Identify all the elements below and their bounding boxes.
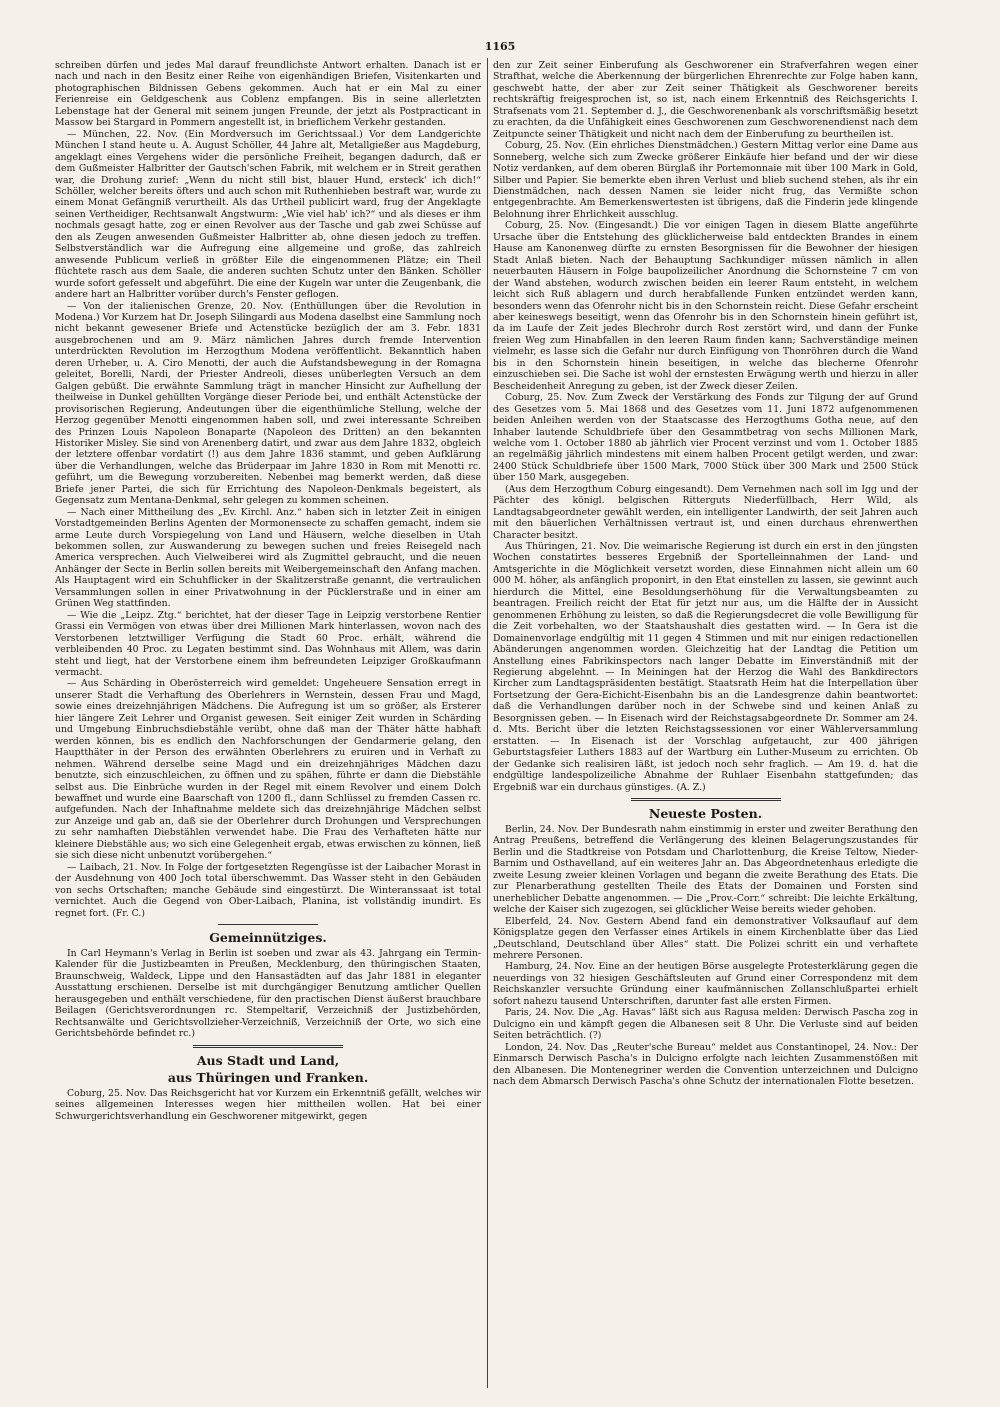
article-heymann: In Carl Heymann's Verlag in Berlin ist soeben und zwar als 43. Jahrgang ein Termin-Kalender für die Justizbeamten in Preußen, Mecklenburg, den thüringischen Staaten, Braunschweig, Waldeck, Lippe und den Hansastädten auf das Jahr 1881 in eleganter Ausstattung erschienen. Derselbe ist mit durchgängiger Benutzung amtlicher Quellen herausgegeben und enthält verschiedene, für den practischen Dienst äußerst brauchbare Beilagen (Gerichtsverordnungen rc. Stempeltarif, Verzeichniß der Justizbehörden, Rechtsanwälte und Gerichtsvollzieher-Verzeichniß, Verzeichniß der Orte, wo sich eine Gerichtsbehörde befindet rc.)	[55, 947, 481, 1040]
article-laibach: — Laibach, 21. Nov. In Folge der fortgesetzten Regengüsse ist der Laibacher Morast in der Ausdehnung von 400 Joch total überschwemmt. Das Wasser steht in den Gebäuden von sechs Ortschaften; manche Gebäude sind eingestürzt. Die Winteranssaat ist total vernichtet. Auch die Gegend von Ober-Laibach, Planina, ist vollständig inundirt. Es regnet fort. (Fr. C.)	[55, 861, 481, 919]
left-column	[55, 60, 481, 1387]
section-separator	[218, 924, 318, 925]
article-mormons: — Nach einer Mittheilung des „Ev. Kirchl. Anz.“ haben sich in letzter Zeit in einigen Vorstadtgemeinden Berlins Agenten der Mormonensecte zu schaffen gemacht, indem sie arme Leute durch Vorspiegelung von Land und Häusern, welche dieselben in Utah bekommen sollen, zur Auswanderung zu bewegen suchen und freies Reisegeld nach America versprechen. Auch Vielweiberei wird als Zugmittel gebraucht, und die neuen Anhänger der Secte in Berlin sollen bereits mit Weibergemeinschaft den Anfang machen. Als Hauptagent wird ein Schuhflicker in der Skalitzerstraße genannt, die vertraulichen Versammlungen sollen in einer Privatwohnung in der Pücklerstraße und in einer am Grünen Weg stattfinden.	[55, 506, 481, 610]
article-herzogthum-coburg: (Aus dem Herzogthum Coburg eingesandt). Dem Vernehmen nach soll im Igg und der Pächter des königl. belgischen Ritterguts Niederfüllbach, Herr Wild, als Landtagsabgeordneter gewählt werden, ein intelligenter Landwirth, der seit Jahren auch mit den bäuerlichen Verhältnissen vertraut ist, und einen durchaus ehrenwerthen Character besitzt.	[493, 483, 918, 541]
article-hamburg: Hamburg, 24. Nov. Eine an der heutigen Börse ausgelegte Protesterklärung gegen die neuerdings von 32 hiesigen Geschäftsleuten auf Grund einer Correspondenz mit dem Reichskanzler versuchte Gründung einer kaufmännischen Zollanschlußpartei erhielt sofort nahezu tausend Unterschriften, darunter fast alle ersten Firmen.	[493, 961, 918, 1007]
article-coburg-eingesandt: Coburg, 25. Nov. (Eingesandt.) Die vor einigen Tagen in diesem Blatte angeführte Ursache über die Entstehung des glücklicherweise bald entdeckten Brandes in einem Hause am Kanonenweg dürfte zu ernsten Besorgnissen für die Bewohner der hiesigen Stadt Anlaß bieten. Nach der Behauptung Sachkundiger müssen nämlich in allen neuerbauten Häusern in Folge baupolizeilicher Anordnung die Schornsteine 7 cm von der Wand abstehen, wodurch zwischen beiden ein leerer Raum entsteht, in welchem leicht sich Ruß ablagern und durch herabfallende Funken entzündet werden kann, besonders wenn das Ofenrohr nicht bis in den Schornstein reicht. Diese Gefahr erscheint aber keineswegs beseitigt, wenn das Ofenrohr bis in den Schornstein hinein geführt ist, da im Laufe der Zeit jedes Blechrohr durch Rost zerstört wird, und dann der Funke freien Weg zum Hinabfallen in den leeren Raum finden kann; Sachverständige meinen vielmehr, es lasse sich die Gefahr nur durch Einfügung von Thonröhren durch die Wand bis in den Schornstein hinein beseitigen, in welche das blecherne Ofenrohr einzuschieben sei. Die Sache ist wohl der ernstesten Erwägung werth und hierzu in aller Bescheidenheit Anregung zu geben, ist der Zweck dieser Zeilen.	[493, 220, 918, 392]
article-elberfeld: Elberfeld, 24. Nov. Gestern Abend fand ein demonstrativer Volksauflauf auf dem Königsplatze gegen den Verfasser eines Artikels in einem Kirchenblatte über das Lied „Deutschland, Deutschland über Alles“ statt. Die Polizei schritt ein und verhaftete mehrere Personen.	[493, 915, 918, 961]
article-continuation: schreiben dürfen und jedes Mal darauf freundlichste Antwort erhalten. Danach ist er nach und nach in den Besitz einer Reihe von eigenhändigen Briefen, Visitenkarten und photographischen Bildnissen Gebens gekommen. Auch hat er ein Mal zu einer Ferienreise ein Geldgeschenk aus Coblenz empfangen. Bis in seine allerletzten Lebenstage hat der General mit seinem jungen Freunde, der jetzt als Postpracticant in Massow bei Stargard in Pommern angestellt ist, in brieflichem Verkehr gestanden.	[55, 60, 481, 129]
section-separator	[631, 798, 781, 801]
article-paris: Paris, 24. Nov. Die „Ag. Havas“ läßt sich aus Ragusa melden: Derwisch Pascha zog in Dulcigno ein und kämpft gegen die Albanesen seit 8 Uhr. Die Verluste sind auf beiden Seiten beträchtlich. (?)	[493, 1007, 918, 1042]
right-column	[493, 60, 918, 1387]
article-london: London, 24. Nov. Das „Reuter'sche Bureau“ meldet aus Constantinopel, 24. Nov.: Der Einmarsch Derwisch Pascha's in Dulcigno erfolgte nach leichten Zusammenstößen mit den Albanesen. Die Montenegriner werden die Convention unterzeichnen und Dulcigno nach dem Abmarsch Derwisch Pascha's ohne Schutz der internationalen Flotte besetzen.	[493, 1041, 918, 1087]
article-muenchen: — München, 22. Nov. (Ein Mordversuch im Gerichtssaal.) Vor dem Landgerichte München I stand heute u. A. August Schöller, 44 Jahre alt, Metallgießer aus Magdeburg, angeklagt eines Vergehens wider die persönliche Freiheit, begangen dadurch, daß er dem Gußmeister Halbritter der Gautsch'schen Fabrik, mit welchem er in Streit gerathen war, die Drohung zurief: „Wenn du nicht still bist, blauer Hund, ersteck' ich dich!“ Schöller, welcher bereits öfters und auch schon mit Ruthenhieben bestraft war, wurde zu einem Monat Gefängniß verurtheilt. Als das Urtheil publicirt ward, frug der Angeklagte seinen Vertheidiger, Rechtsanwalt Angstwurm: „Wie viel hab' ich?“ und als dieses er ihm nochmals gesagt hatte, zog er einen Revolver aus der Tasche und gab zwei Schüsse auf den als Zeugen anwesenden Gußmeister Halbritter ab, ohne diesen jedoch zu treffen. Selbstverständlich war die Aufregung eine allgemeine und große, das zahlreich anwesende Publicum verließ in größter Eile die eingenommenen Plätze; ein Theil flüchtete rasch aus dem Saale, die anderen suchten Schutz unter den Bänken. Schöller wurde sofort gefesselt und abgeführt. Die eine der Kugeln war unter die Zeugenbank, die andere hart an Halbritter vorüber durch's Fenster geflogen.	[55, 128, 481, 301]
article-italian-border: — Von der italienischen Grenze, 20. Nov. (Enthüllungen über die Revolution in Modena.) Vor Kurzem hat Dr. Joseph Silingardi aus Modena daselbst eine Sammlung noch nicht bekannt gewesener Briefe und Actenstücke bezüglich der am 3. Febr. 1831 ausgebrochenen und am 9. März nämlichen Jahres durch fremde Intervention unterdrückten Revolution im Herzogthum Modena veröffentlicht. Bekanntlich haben deren Urheber, u. A. Ciro Menotti, der auch die Aufstandsbewegung in der Romagna geleitet, Borelli, Nardi, der Priester Andreoli, dieses unüberlegten Versuch an dem Galgen gebüßt. Die erwähnte Sammlung trägt in mancher Hinsicht zur Aufhellung der theilweise in Dunkel gehüllten Vorgänge dieser Periode bei, und enthält Actenstücke der provisorischen Regierung, Andeutungen über die eigenthümliche Stellung, welche der Herzog gegenüber Menotti eingenommen haben soll, und zwei interessante Schreiben des Prinzen Louis Napoleon Bonaparte (Napoleon des Dritten) an den bekannten Historiker Misley. Sie sind von Arenenberg datirt, und zwar aus dem Jahre 1832, obgleich der letztere offenbar vordatirt (!) aus dem Jahre 1836 stammt, und geben Aufklärung über die Verhandlungen, welche das Brüderpaar im Jahre 1830 in Rom mit Menotti rc. geführt, um die Bewegung vorzubereiten. Nebenbei mag bemerkt werden, daß diese Briefe jener Partei, die sich für Errichtung des Napoleon-Denkmals begeistert, als Gegensatz zum Mentana-Denkmal, sehr gelegen zu kommen scheinen.	[55, 300, 481, 507]
article-coburg-dienstmaedchen: Coburg, 25. Nov. (Ein ehrliches Dienstmädchen.) Gestern Mittag verlor eine Dame aus Sonneberg, welche sich zum Zwecke größerer Einkäufe hier befand und der wir diese Notiz verdanken, auf dem oberen Bürglaß ihr Portemonnaie mit über 100 Mark in Gold, Silber und Papier. Sie bemerkte eben ihren Verlust und blieb suchend stehen, als ihr ein Dienstmädchen, nach dessen Namen sie leider nicht frug, das Vermißte schon entgegenbrachte. Am Bemerkenswertesten ist übrigens, daß die Finderin jede klingende Belohnung ihrer Ehrlichkeit ausschlug.	[493, 140, 918, 220]
article-continuation: den zur Zeit seiner Einberufung als Geschworener ein Strafverfahren wegen einer Strafthat, welche die Aberkennung der bürgerlichen Ehrenrechte zur Folge haben kann, geschwebt hatte, der aber zur Zeit seiner Thätigkeit als Geschworener bereits rechtskräftig freigesprochen ist, so ist, nach einem Erkenntniß des Reichsgerichts I. Strafsenats vom 21. September d. J., die Geschworenenbank als vorschriftsmäßig besetzt zu erachten, da die Unfähigkeit eines Geschworenen zum Geschworenendienst nach dem Zeitpuncte seiner Thätigkeit und nicht nach dem der Einberufung zu beurtheilen ist.	[493, 60, 918, 140]
article-coburg-reichsgericht: Coburg, 25. Nov. Das Reichsgericht hat vor Kurzem ein Erkenntniß gefällt, welches wir seines allgemeinen Interesses wegen hier mittheilen wollen. Hat bei einer Schwurgerichtsverhandlung ein Geschworener mitgewirkt, gegen	[55, 1087, 481, 1122]
article-schaerding: — Aus Schärding in Oberösterreich wird gemeldet: Ungeheuere Sensation erregt in unserer Stadt die Verhaftung des Oberlehrers in Wernstein, dessen Frau und Magd, sowie eines dreizehnjährigen Mädchens. Die Aufregung ist um so größer, als Ersterer hier längere Zeit Lehrer und Organist gewesen. Seit einiger Zeit wurden in Schärding und Umgebung Einbruchsdiebstähle verübt, ohne daß man der Thäter hätte habhaft werden können, bis es endlich den Nachforschungen der Gendarmerie gelang, den Hauptthäter in der Person des erwähnten Oberlehrers zu eruiren und in Verhaft zu nehmen. Während derselbe seine Magd und ein dreizehnjähriges Mädchen dazu benutzte, sich einzuschleichen, zu öffnen und zu spähen, führte er dann die Diebstähle selbst aus. Die Einbrüche wurden in der Regel mit einem Revolver und einem Dolch bewaffnet und wurde eine Baarschaft von 1200 fl., dann Schlüssel zu fremden Cassen rc. aufgefunden. Nach der Inhaftnahme meldete sich das dreizehnjährige Mädchen selbst zur Anzeige und gab an, daß sie der Oberlehrer durch Drohungen und Versprechungen zu sehr namhaften Diebstählen verwendet habe. Die Frau des Verhafteten hätte nur kleinere Diebstähle aus; wo sich eine Gelegenheit ergab, etwas erwischen zu können, ließ sie sich diese nicht unbenutzt vorübergehen.“	[55, 678, 481, 862]
article-berlin: Berlin, 24. Nov. Der Bundesrath nahm einstimmig in erster und zweiter Berathung den Antrag Preußens, betreffend die Verlängerung des kleinen Belagerungszustandes für Berlin und die Stadtkreise von Potsdam und Charlottenburg, die Kreise Teltow, Nieder-Barnim und Osthavelland, auf ein weiteres Jahr an. Das Abgeordnetenhaus erledigte die zweite Lesung zweier kleinen Vorlagen und begann die zweite Berathung des Etats. Die zur Plenarberathung gestellten Theile des Etats der Domainen und Forsten sind unerheblicher Debatte angenommen. — Die „Prov.-Corr.“ schreibt: Die leichte Erkältung, welche der Kaiser sich zugezogen, sei glücklicher Weise bereits wieder gehoben.	[493, 824, 918, 916]
column-divider	[487, 58, 488, 1388]
article-leipzig: — Wie die „Leipz. Ztg.“ berichtet, hat der dieser Tage in Leipzig verstorbene Rentier Grassi ein Vermögen von etwas über drei Millionen Mark hinterlassen, wovon nach des Verstorbenen letztwilliger Verfügung die Stadt 60 Proc. erhält, während die verbleibenden 40 Proc. zu Legaten bestimmt sind. Das Wohnhaus mit Allem, was darin steht und liegt, hat der Verstorbene einem ihm befreundeten Leipziger Großkaufmann vermacht.	[55, 609, 481, 679]
section-separator	[193, 1045, 343, 1048]
section-heading-stadt-land: Aus Stadt und Land,	[196, 1052, 340, 1068]
section-heading-gemeinnuetziges: Gemeinnütziges.	[209, 929, 327, 945]
article-aus-thueringen: Aus Thüringen, 21. Nov. Die weimarische Regierung ist durch ein erst in den jüngsten Wochen constatirtes besseres Ergebniß der Sportelleinnahmen der Land- und Amtsgerichte in die Möglichkeit versetzt worden, diese Einnahmen nicht allein um 60 000 M. höher, als anfänglich proponirt, in den Etat einstellen zu lassen, sie gewinnt auch hierdurch die Mittel, eine Besoldungserhöhung für die Verwaltungsbeamten zu beantragen. Freilich reicht der Etat für jetzt nur aus, um die Hälfte der in Aussicht genommenen Erhöhung zu leisten, so daß die Regierungsdecret die volle Bewilligung für die Zeit vorbehalten, wo der Staatshaushalt dies gestatten wird. — In Gera ist die Domainenvorlage endgültig mit 11 gegen 4 Stimmen und mit nur einigen redactionellen Abänderungen angenommen worden. Gleichzeitig hat der Landtag die Petition um Anstellung eines Fabrikinspectors nach langer Debatte im Einverständniß mit der Regierung abgelehnt. — In Meiningen hat der Herzog die Wahl des Bankdirectors Kircher zum Landtagspräsidenten bestätigt. Staatsrath Heim hat die Interpellation über Fortsetzung der Gera-Eichicht-Eisenbahn bis an die Landesgrenze dahin beantwortet: daß die Verhandlungen darüber noch in der Schwebe sind und keinen Anlaß zu Besorgnissen geben. — In Eisenach wird der Reichstagsabgeordnete Dr. Sommer am 24. d. Mts. Bericht über die letzten Reichstagssessionen vor einer Wählerversammlung erstatten. — In Eisenach ist der Vorschlag aufgetaucht, zur 400 jährigen Geburtstagsfeier Luthers 1883 auf der Wartburg ein Luther-Museum zu errichten. Ob der Gedanke sich realisiren läßt, ist jedoch noch sehr fraglich. — Am 19. d. hat die endgültige landespolizeiliche Abnahme der Ruhlaer Eisenbahn stattgefunden; das Ergebniß war ein durchaus günstiges. (A. Z.)	[493, 541, 918, 793]
section-subheading-thueringen-franken: aus Thüringen und Franken.	[167, 1069, 369, 1085]
section-heading-neueste-posten: Neueste Posten.	[648, 806, 763, 821]
page-number: 1165	[484, 40, 516, 53]
article-coburg-anleihe: Coburg, 25. Nov. Zum Zweck der Verstärkung des Fonds zur Tilgung der auf Grund des Gesetzes vom 5. Mai 1868 und des Gesetzes vom 11. Juni 1872 aufgenommenen beiden Anleihen werden von der Staatscasse des Herzogthums Gotha neue, auf den Inhaber lautende Schuldbriefe über den Gesammtbetrag von sechs Millionen Mark, welche vom 1. October 1880 ab jährlich vier Procent verzinst und vom 1. October 1885 an regelmäßig jährlich mindestens mit einem halben Procent getilgt werden, und zwar: 2400 Stück Schuldbriefe über 1500 Mark, 7000 Stück über 300 Mark und 2500 Stück über 150 Mark, ausgegeben.	[493, 392, 918, 484]
